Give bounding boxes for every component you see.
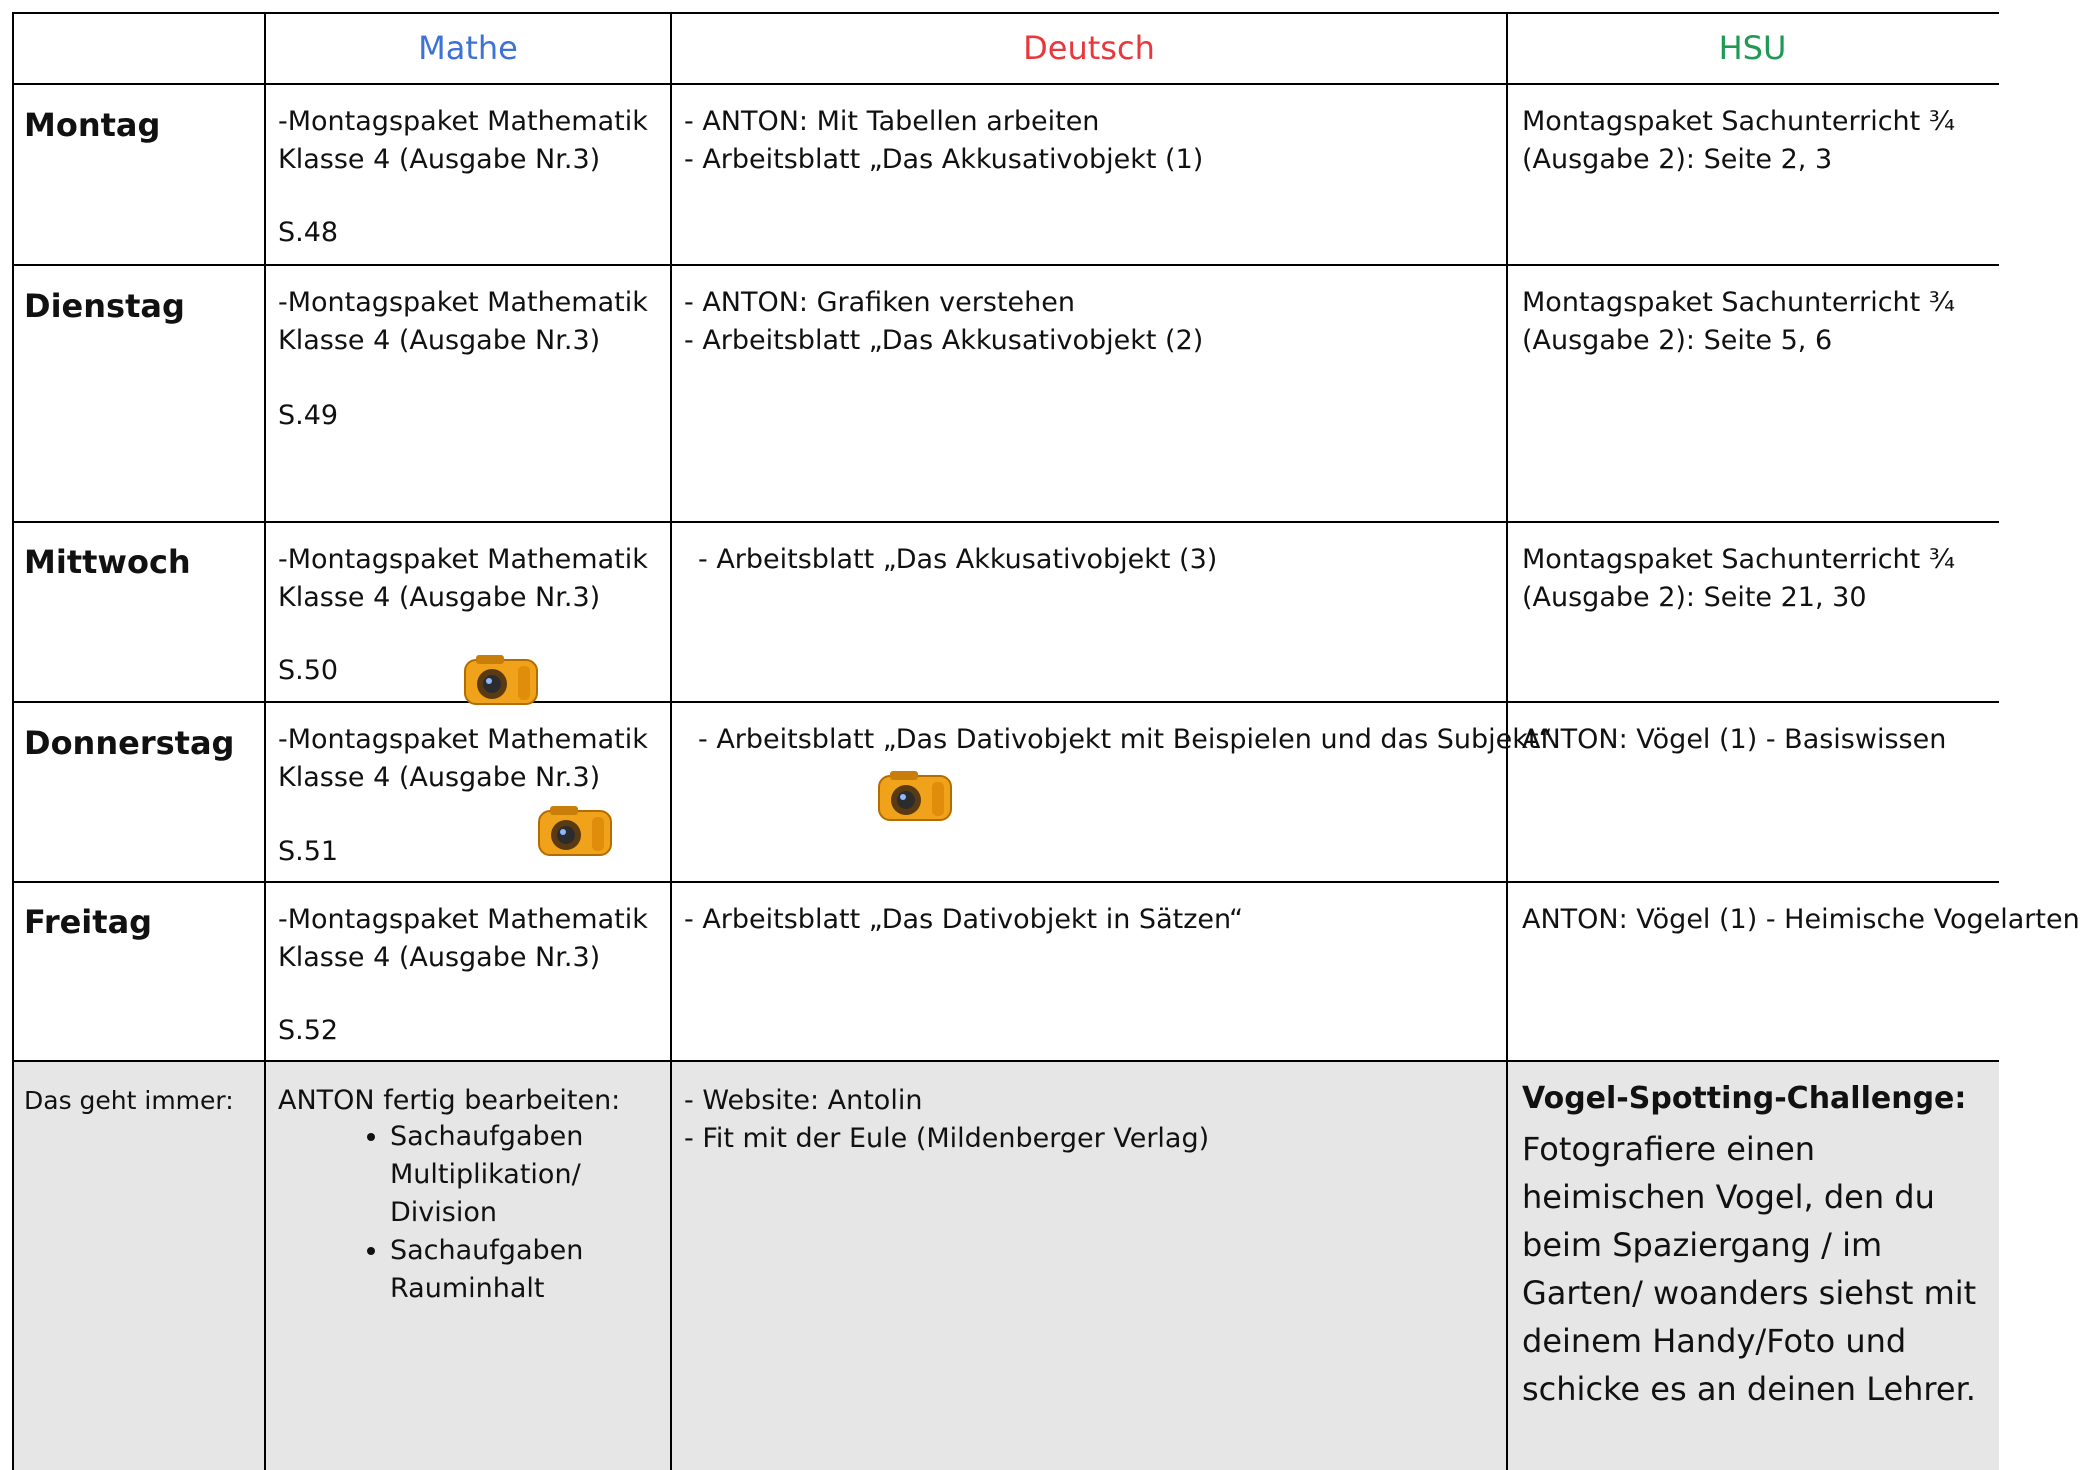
hsu-task: ANTON: Vögel (1) - Basiswissen — [1522, 724, 1947, 755]
hsu-task: Montagspaket Sachunterricht ¾ — [1522, 106, 1955, 137]
row-divider — [12, 521, 1999, 523]
always-math-intro: ANTON fertig bearbeiten: — [278, 1085, 621, 1116]
hsu-task: Montagspaket Sachunterricht ¾ — [1522, 287, 1955, 318]
german-task: - ANTON: Mit Tabellen arbeiten — [684, 106, 1100, 137]
german-task: - Fit mit der Eule (Mildenberger Verlag) — [684, 1123, 1210, 1154]
math-page: S.50 — [278, 655, 339, 686]
row-divider — [12, 83, 1999, 85]
table-border-top — [12, 12, 1999, 14]
math-task: -Montagspaket Mathematik — [278, 287, 648, 318]
challenge-title: Vogel-Spotting-Challenge: — [1522, 1081, 1967, 1116]
hsu-task: (Ausgabe 2): Seite 2, 3 — [1522, 144, 1833, 175]
hsu-task: ANTON: Vögel (1) - Heimische Vogelarten — [1522, 904, 2080, 935]
german-task: - ANTON: Grafiken verstehen — [684, 287, 1075, 318]
table-border-left — [12, 12, 14, 1470]
camera-icon — [536, 803, 614, 859]
row-divider — [12, 881, 1999, 883]
header-german: Deutsch — [1023, 29, 1155, 67]
math-page: S.51 — [278, 836, 339, 867]
german-task: - Arbeitsblatt „Das Dativobjekt mit Beispielen und das Subjekt“ — [698, 724, 1553, 755]
math-task: Klasse 4 (Ausgabe Nr.3) — [278, 942, 601, 973]
camera-icon — [462, 652, 540, 708]
hsu-task: (Ausgabe 2): Seite 5, 6 — [1522, 325, 1833, 356]
day-label: Dienstag — [24, 287, 185, 325]
list-item: • Sachaufgaben Multiplikation/ Division — [390, 1118, 583, 1232]
day-label: Mittwoch — [24, 543, 191, 581]
math-page: S.48 — [278, 217, 339, 248]
column-divider — [670, 12, 672, 1470]
column-divider — [264, 12, 266, 1470]
header-hsu: HSU — [1718, 29, 1787, 67]
hsu-task: (Ausgabe 2): Seite 21, 30 — [1522, 582, 1867, 613]
math-task: -Montagspaket Mathematik — [278, 544, 648, 575]
day-label: Freitag — [24, 903, 153, 941]
german-task: - Arbeitsblatt „Das Dativobjekt in Sätzen“ — [684, 904, 1244, 935]
row-divider — [12, 1060, 1999, 1062]
german-task: - Website: Antolin — [684, 1085, 923, 1116]
german-task: - Arbeitsblatt „Das Akkusativobjekt (2) — [684, 325, 1204, 356]
math-task: Klasse 4 (Ausgabe Nr.3) — [278, 325, 601, 356]
always-math-list — [360, 1118, 583, 1308]
header-math: Mathe — [418, 29, 518, 67]
german-task: - Arbeitsblatt „Das Akkusativobjekt (3) — [698, 544, 1218, 575]
row-divider — [12, 701, 1999, 703]
math-task: -Montagspaket Mathematik — [278, 724, 648, 755]
row-divider — [12, 264, 1999, 266]
math-page: S.49 — [278, 400, 339, 431]
hsu-task: Montagspaket Sachunterricht ¾ — [1522, 544, 1955, 575]
math-task: -Montagspaket Mathematik — [278, 904, 648, 935]
german-task: - Arbeitsblatt „Das Akkusativobjekt (1) — [684, 144, 1204, 175]
day-label: Montag — [24, 106, 161, 144]
math-task: Klasse 4 (Ausgabe Nr.3) — [278, 582, 601, 613]
day-label: Donnerstag — [24, 724, 235, 762]
camera-icon — [876, 768, 954, 824]
challenge-text: Fotografiere einen heimischen Vogel, den du beim Spaziergang / im Garten/ woanders siehst mit deinem Handy/Foto und schicke es an deinen Lehrer. — [1522, 1130, 1977, 1408]
math-task: Klasse 4 (Ausgabe Nr.3) — [278, 762, 601, 793]
math-task: -Montagspaket Mathematik — [278, 106, 648, 137]
always-label: Das geht immer: — [24, 1086, 234, 1115]
list-item: • Sachaufgaben Rauminhalt — [390, 1232, 583, 1308]
math-task: Klasse 4 (Ausgabe Nr.3) — [278, 144, 601, 175]
math-page: S.52 — [278, 1015, 339, 1046]
